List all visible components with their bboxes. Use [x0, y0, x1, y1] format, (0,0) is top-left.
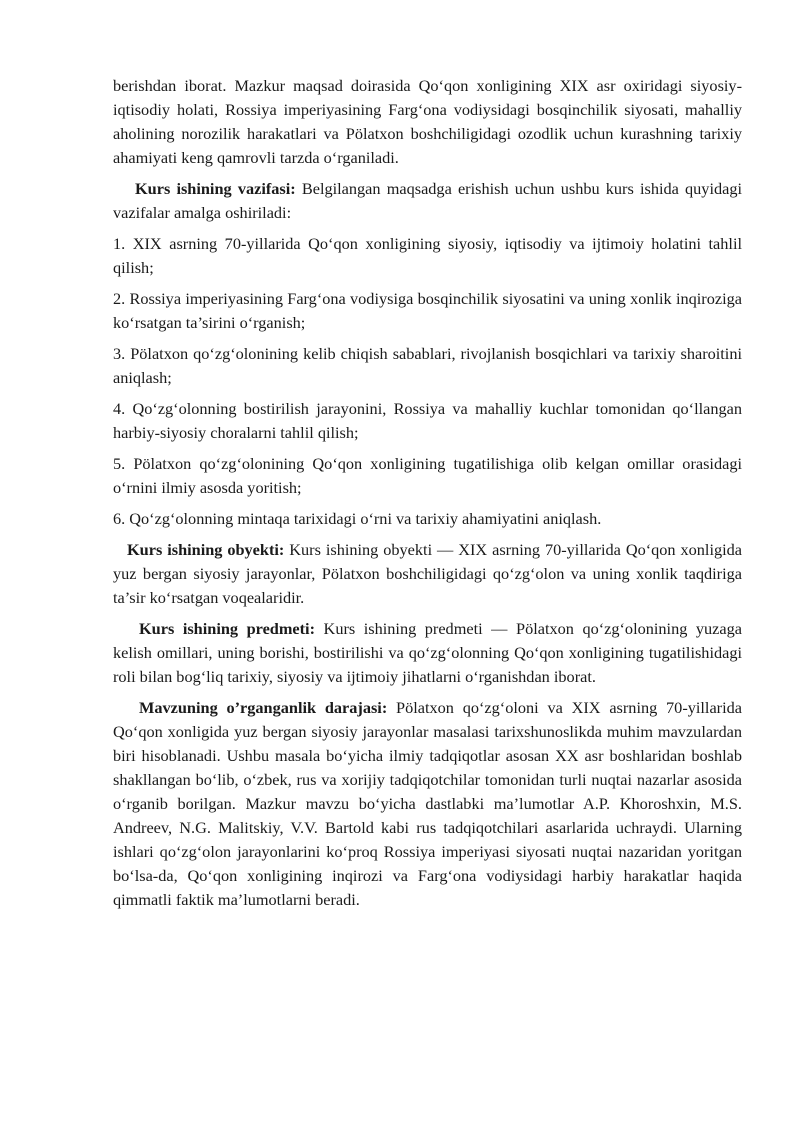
task-item-3: 3. Pölatxon qo‘zg‘olonining kelib chiqish sabablari, rivojlanish bosqichlari va tarixiy sharoitini aniqlash; [113, 344, 742, 387]
object-text: Kurs ishining obyekti — XIX asrning 70-yillarida Qo‘qon xonligida yuz bergan siyosiy jarayonlar, Pölatxon boshchiligidagi qo‘zg‘olon va uning xonlik taqdiriga ta’sir ko‘rsatgan voqealaridir. [113, 540, 743, 607]
tasks-text: Belgilangan maqsadga erishish uchun ushbu kurs ishida quyidagi vazifalar amalga oshiriladi: [113, 179, 743, 222]
subject-heading: Kurs ishining predmeti: [139, 619, 316, 638]
object-heading: Kurs ishining obyekti: [127, 540, 285, 559]
task-item-1: 1. XIX asrning 70-yillarida Qo‘qon xonligining siyosiy, iqtisodiy va ijtimoiy holatini tahlil qilish; [113, 234, 742, 277]
subject-text: Kurs ishining predmeti — Pölatxon qo‘zg‘olonining yuzaga kelish omillari, uning borishi, bostirilishi va qo‘zg‘olonning Qo‘qon xonligining tugatilishidagi roli bilan bog‘liq tarixiy, siyosiy va ijtimoiy jihatlarni o‘rganishdan iborat. [113, 619, 742, 686]
tasks-heading: Kurs ishining vazifasi: [135, 179, 296, 198]
task-item-5: 5. Pölatxon qo‘zg‘olonining Qo‘qon xonligining tugatilishiga olib kelgan omillar orasidagi o‘rnini ilmiy asosda yoritish; [113, 454, 742, 497]
study-level-heading: Mavzuning o’rganganlik darajasi: [139, 698, 388, 717]
task-item-2: 2. Rossiya imperiyasining Farg‘ona vodiysiga bosqinchilik siyosatini va uning xonlik inqiroziga ko‘rsatgan ta’sirini o‘rganish; [113, 289, 742, 332]
task-item-6: 6. Qo‘zg‘olonning mintaqa tarixidagi o‘rni va tarixiy ahamiyatini aniqlash. [113, 509, 602, 528]
study-level-paragraph [113, 696, 742, 912]
intro-text: berishdan iborat. Mazkur maqsad doirasida Qo‘qon xonligining XIX asr oxiridagi siyosiy-iqtisodiy holati, Rossiya imperiyasining Farg‘ona vodiysidagi bosqinchilik siyosati, mahalliy aholining norozilik harakatlari va Pölatxon boshchiligidagi ozodlik uchun kurashning tarixiy ahamiyati keng qamrovli tarzda o‘rganiladi. [113, 76, 742, 167]
intro-paragraph [113, 74, 742, 170]
object-paragraph [113, 538, 742, 610]
task-item-4: 4. Qo‘zg‘olonning bostirilish jarayonini, Rossiya va mahalliy kuchlar tomonidan qo‘llangan harbiy-siyosiy choralarni tahlil qilish; [113, 399, 742, 442]
subject-paragraph [113, 617, 742, 689]
document-page [113, 74, 742, 919]
study-level-text: Pölatxon qo‘zg‘oloni va XIX asrning 70-yillarida Qo‘qon xonligida yuz bergan siyosiy jarayonlar masalasi tarixshunoslikda muhim mavzulardan biri hisoblanadi. Ushbu masala bo‘yicha ilmiy tadqiqotlar asosan XX asr boshlaridan boshlab shakllangan bo‘lib, o‘zbek, rus va xorijiy tadqiqotchilar tomonidan turli nuqtai nazarlar asosida o‘rganib borilgan. Mazkur mavzu bo‘yicha dastlabki ma’lumotlar A.P. Khoroshxin, M.S. Andreev, N.G. Malitskiy, V.V. Bartold kabi rus tadqiqotchilari asarlarida uchraydi. Ularning ishlari qo‘zg‘olon jarayonlarini ko‘proq Rossiya imperiyasi siyosati nuqtai nazaridan yoritgan bo‘lsa-da, Qo‘qon xonligining inqirozi va Farg‘ona vodiysidagi harbiy harakatlar haqida qimmatli faktik ma’lumotlarni beradi. [113, 698, 742, 909]
tasks-paragraph [113, 177, 742, 225]
